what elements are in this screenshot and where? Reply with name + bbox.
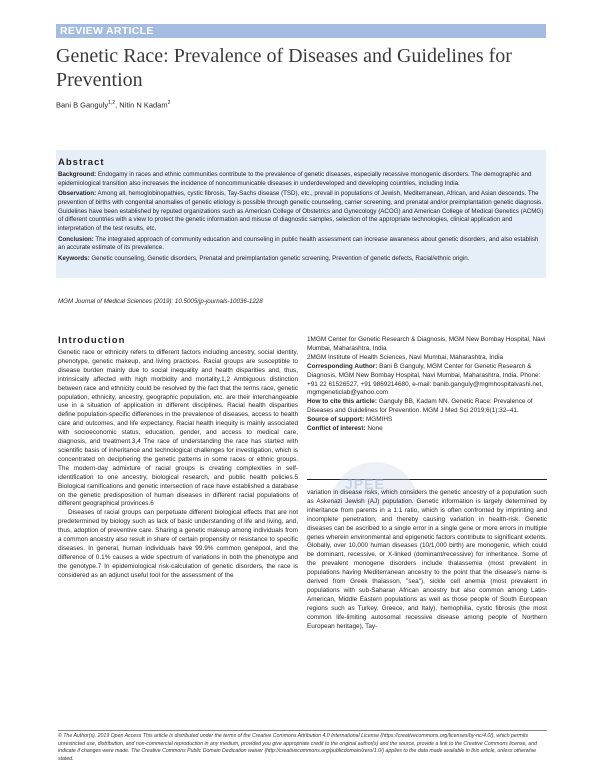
author-1: Bani B Ganguly	[56, 100, 109, 110]
author-2: Nitin N Kadam	[119, 100, 168, 110]
source-of-support: Source of support: MGMIHS	[307, 416, 393, 424]
section-label: REVIEW ARTICLE	[60, 25, 154, 37]
affiliation-block	[307, 336, 547, 434]
license-footnote: © The Author(s). 2019 Open Access This article is distributed under the terms of the Creative Commons Attribution 4.0 International License (https://creativecommons.org/licenses/by-nc/4.0/), which permits unrestricted use, distribution, and non-commercial reproduction in any medium, provided you give appropriate credit to the original author(s) and the source, provide a link to the Creative Commons license, and indicate if changes were made. The Creative Commons Public Domain Dedication waiver (http://creativecommons.org/publicdomain/zero/1.0/) applies to the data made available in this article, unless otherwise stated.	[58, 733, 537, 762]
author-2-affil: 2	[167, 100, 171, 106]
author-separator: ,	[115, 100, 120, 110]
left-column	[58, 349, 298, 581]
abstract-body	[58, 171, 544, 265]
intro-paragraph-1: Genetic race or ethnicity refers to different factors including ancestry, social identity, phenotype, genetic makeup, and living practices. Racial groups are susceptible to disease burden mainly due to social inequality and health disparities and, thus, intrinsically affected with high morbidity and mortality.1,2 Ambiguous distinction between race and ethnicity could be resolved by the fact that the terms race, genetic population, ethnicity, ancestry, geographic population, etc. are their interchangeable use in a situation of application in different disciplines. Racial health disparities define population-specific differences in the prevalence of diseases, access to health care and outcomes, and life expectancy. Racial health inequity is mainly associated with socioeconomic status, education, gender, and access to medical care, diagnosis, and treatment.3,4 The race of understanding the race has started with scientific basis of inheritance and technological challenges for investigation, which is concentrated on deciphering the genetic patterns in some races or ethnic groups. The modern-day admixture of racial groups is creating complexities in self-identification to one ancestry, biological research, and public health policies.5 Biological ramifications and genetic intersection of race have established a database on the genetic predisposition of human diseases in different racial populations of different geographical provinces.6	[58, 349, 298, 508]
author-1-affil: 1,2	[108, 100, 116, 106]
affiliation-1: 1MGM Center for Genetic Research & Diagnosis, MGM New Bombay Hospital, Navi Mumbai, Maharashtra, India	[307, 336, 546, 352]
journal-citation: MGM Journal of Medical Sciences (2019): 10.5005/jp-journals-10036-1228	[58, 298, 263, 305]
author-line	[56, 100, 170, 110]
article-title: Genetic Race: Prevalence of Diseases and Guidelines for Prevention	[56, 45, 512, 91]
intro-paragraph-3: variation in disease risks, which considers the genetic ancestry of a population such as Askenazi Jewish (AJ) population. Genetic information is largely determined by inheritance from parents in a 1:1 ratio, which is often confronted by imprinting and incomplete penetration, and thereby causing variation in health-risk. Genetic diseases can be ascribed to a single error in a single gene or more errors in multiple genes wherein environmental and epigenetic factors contribute to significant extents. Globally, over 10,000 human diseases (10/1,000 birth) are monogenic, which could be dominant, recessive, or X-linked (dominant/recessive) for inheritance. Some of the prevalent monogene disorders include thalassemia (most prevalent in populations having Mediterranean ancestry to the point that the disease's name is derived from Greek thalasson, "sea"), sickle cell anemia (most prevalent in populations with sub-Saharan African ancestry but also common among Latin-American, Middle Eastern populations as well as those people of South European regions such as Turkey, Greece, and Italy), hemophilia, cystic fibrosis (the most common life-limiting autosomal recessive disease among people of Northern European heritage), Tay-	[307, 489, 547, 630]
abstract-conclusion: Conclusion: The integrated approach of community education and counseling in public health assessment can increase awareness about genetic disorders, and also establish an accurate estimate of its prevalence.	[58, 235, 539, 252]
intro-paragraph-2: Diseases of racial groups can perpetuate different biological effects that are not predetermined by biology such as lack of basic understanding of life and living, and, thus, adoption of preventive care. Sharing a genetic makeup among individuals from a common ancestry also result in share of certain propensity or resistance to specific diseases. In general, human individuals have 99.9% common genepool, and the difference of 0.1% causes a wide spectrum of variations in both the phenotype and the genotype.7 In epidemiological risk-calculation of genetic disorders, the race is considered as an adjunct useful tool for the assessment of the	[58, 509, 298, 579]
affiliation-2: 2MGM Institute of Health Sciences, Navi Mumbai, Maharashtra, India	[307, 353, 504, 361]
abstract-heading: Abstract	[58, 157, 105, 168]
abstract-keywords: Keywords: Genetic counseling, Genetic disorders, Prenatal and preimplantation genetic screening, Prevention of genetic defects, Racial/ethnic origin.	[58, 254, 470, 262]
abstract-observation: Observation: Among all, hemoglobinopathies, cystic fibrosis, Tay-Sachs disease (TSD), etc., prevail in populations of Jewish, Mediterranean, African, and Asian descends. The prevention of births with congenital anomalies of genetic etiology is possible through genetic counseling, carrier screening, and prenatal and/or preimplantation genetic diagnosis. Guidelines have been established by reputed organizations such as American College of Obstetrics and Gynecology (ACOG) and American College of Medical Genetics (ACMG) of different countries with a view to protect the genetic information and misuse of diagnostic samples, selection of the appropriate technologies, clinical application and interpretation of the test results, etc.	[58, 190, 544, 233]
conflict-of-interest: Conflict of interest: None	[307, 425, 383, 433]
corresponding-author: Corresponding Author: Bani B Ganguly, MGM Center for Genetic Research & Diagnosis, MGM New Bombay Hospital, Navi Mumbai, Maharashtra, India. Phone: +91 22 61526527, +91 9869214680, e-mail: banib.ganguly@mgmhospitalvashi.net, mgmgeneticlab@yahoo.com	[307, 362, 544, 397]
watermark-text: JPEE	[345, 476, 385, 492]
abstract-background: Background: Endogamy in races and ethnic communities contribute to the prevalence of genetic diseases, especially recessive monogenic disorders. The demographic and epidemiological transition also increases the incidence of noncommunicable diseases in underdeveloped and developing countries, including India.	[58, 171, 532, 187]
introduction-heading: Introduction	[58, 335, 126, 346]
footnote-divider	[58, 730, 547, 731]
how-to-cite: How to cite this article: Ganguly BB, Kadam NN. Genetic Race: Prevalence of Diseases and Guidelines for Prevention. MGM J Med Sci 2019;6(1):32–41.	[307, 398, 533, 415]
right-column	[307, 489, 547, 632]
